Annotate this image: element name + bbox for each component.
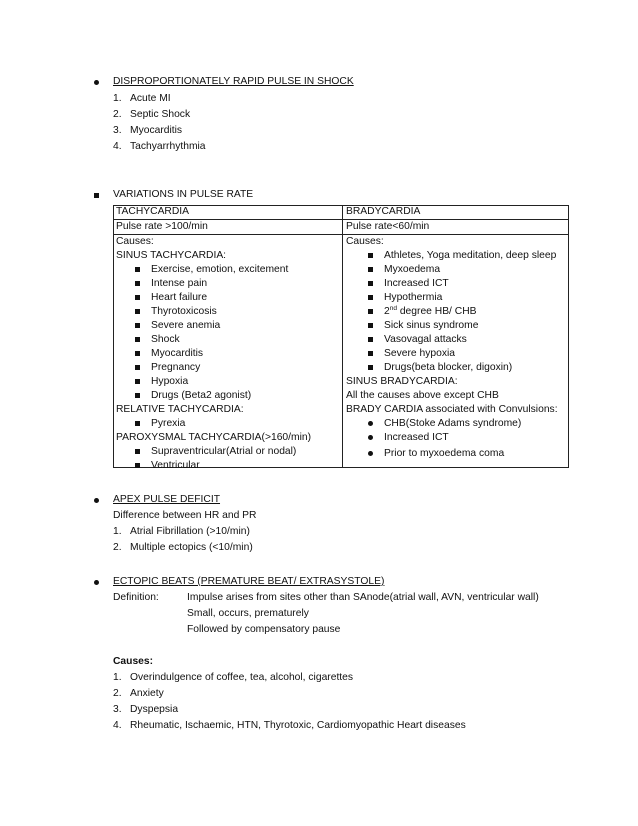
round-bullet-icon (368, 451, 373, 456)
list-item: Ventricular (151, 460, 200, 471)
tachy-rate: Pulse rate >100/min (116, 221, 208, 232)
list-item: Severe anemia (151, 320, 221, 331)
hb-degree-text: degree HB/ CHB (396, 306, 477, 317)
list-item: Tachyarrhythmia (130, 141, 206, 152)
sinus-brady-text: All the causes above except CHB (346, 390, 499, 401)
square-bullet-icon (135, 463, 140, 468)
list-item: Drugs(beta blocker, digoxin) (384, 362, 513, 373)
brady-convulsion-label: BRADY CARDIA associated with Convulsions: (346, 404, 558, 415)
list-item: Multiple ectopics (<10/min) (130, 542, 253, 553)
list-item: Severe hypoxia (384, 348, 455, 359)
square-bullet-icon (135, 365, 140, 370)
list-item: Intense pain (151, 278, 208, 289)
section-text: Difference between HR and PR (113, 510, 257, 521)
square-bullet-icon (135, 379, 140, 384)
square-bullet-icon (368, 323, 373, 328)
square-bullet-icon (135, 309, 140, 314)
table-header-tachycardia: TACHYCARDIA (116, 206, 190, 217)
section-heading: ECTOPIC BEATS (PREMATURE BEAT/ EXTRASYSTOLE) (113, 576, 385, 587)
list-number: 3. (113, 704, 122, 715)
section-bullet-icon (94, 580, 99, 585)
square-bullet-icon (368, 267, 373, 272)
list-number: 3. (113, 125, 122, 136)
list-item: Overindulgence of coffee, tea, alcohol, cigarettes (130, 672, 354, 683)
definition-label: Definition: (113, 592, 159, 603)
square-bullet-icon (135, 267, 140, 272)
definition-line: Small, occurs, prematurely (187, 608, 309, 619)
square-bullet-icon (368, 281, 373, 286)
brady-causes-label: Causes: (346, 236, 384, 247)
section-heading: APEX PULSE DEFICIT (113, 494, 221, 505)
list-item: Myxoedema (384, 264, 441, 275)
square-bullet-icon (135, 295, 140, 300)
list-item: Increased ICT (384, 432, 449, 443)
causes-label: Causes: (113, 656, 154, 667)
brady-rate: Pulse rate<60/min (346, 221, 430, 232)
sinus-brady-label: SINUS BRADYCARDIA: (346, 376, 458, 387)
list-item: Heart failure (151, 292, 208, 303)
list-item: Vasovagal attacks (384, 334, 467, 345)
section-bullet-icon (94, 80, 99, 85)
list-item: Hypoxia (151, 376, 189, 387)
list-item: Myocarditis (151, 348, 204, 359)
definition-line: Impulse arises from sites other than SAnode(atrial wall, AVN, ventricular wall) (187, 592, 539, 603)
hb-degree-number: 2 (384, 306, 390, 317)
square-bullet-icon (368, 295, 373, 300)
table-header-bradycardia: BRADYCARDIA (346, 206, 421, 217)
list-item: Atrial Fibrillation (>10/min) (130, 526, 250, 537)
list-item: Sick sinus syndrome (384, 320, 479, 331)
round-bullet-icon (368, 421, 373, 426)
list-item: Anxiety (130, 688, 164, 699)
definition-line: Followed by compensatory pause (187, 624, 341, 635)
list-item: Myocarditis (130, 125, 183, 136)
section-heading: DISPROPORTIONATELY RAPID PULSE IN SHOCK (113, 76, 354, 87)
list-item: Acute MI (130, 93, 171, 104)
list-item (384, 305, 477, 319)
square-bullet-icon (368, 365, 373, 370)
list-item: Hypothermia (384, 292, 443, 303)
list-number: 1. (113, 526, 122, 537)
square-bullet-icon (135, 449, 140, 454)
list-item: Drugs (Beta2 agonist) (151, 390, 252, 401)
section-bullet-icon (94, 498, 99, 503)
list-number: 4. (113, 720, 122, 731)
paroxysmal-tachy-label: PAROXYSMAL TACHYCARDIA(>160/min) (116, 432, 312, 443)
list-item: Dyspepsia (130, 704, 179, 715)
list-item: Athletes, Yoga meditation, deep sleep (384, 250, 557, 261)
sinus-tachy-label: SINUS TACHYCARDIA: (116, 250, 227, 261)
section-heading: VARIATIONS IN PULSE RATE (113, 189, 254, 200)
hb-degree-suffix: nd (389, 305, 397, 312)
list-item: CHB(Stoke Adams syndrome) (384, 418, 522, 429)
list-item: Pregnancy (151, 362, 201, 373)
list-item: Increased ICT (384, 278, 449, 289)
list-item: Septic Shock (130, 109, 191, 120)
list-number: 4. (113, 141, 122, 152)
list-number: 2. (113, 688, 122, 699)
list-item: Thyrotoxicosis (151, 306, 217, 317)
square-bullet-icon (368, 351, 373, 356)
square-bullet-icon (135, 337, 140, 342)
list-item: Supraventricular(Atrial or nodal) (151, 446, 297, 457)
list-number: 2. (113, 542, 122, 553)
square-bullet-icon (135, 281, 140, 286)
square-bullet-icon (368, 309, 373, 314)
tachy-causes-label: Causes: (116, 236, 154, 247)
round-bullet-icon (368, 435, 373, 440)
list-item: Rheumatic, Ischaemic, HTN, Thyrotoxic, Cardiomyopathic Heart diseases (130, 720, 466, 731)
section-bullet-icon (94, 193, 99, 198)
list-item: Exercise, emotion, excitement (151, 264, 289, 275)
square-bullet-icon (135, 393, 140, 398)
relative-tachy-label: RELATIVE TACHYCARDIA: (116, 404, 244, 415)
square-bullet-icon (135, 323, 140, 328)
square-bullet-icon (135, 421, 140, 426)
square-bullet-icon (368, 337, 373, 342)
list-number: 1. (113, 93, 122, 104)
list-item: Pyrexia (151, 418, 186, 429)
square-bullet-icon (368, 253, 373, 258)
pulse-rate-table (113, 205, 569, 471)
list-number: 2. (113, 109, 122, 120)
square-bullet-icon (135, 351, 140, 356)
list-item: Shock (151, 334, 180, 345)
list-item: Prior to myxoedema coma (384, 448, 505, 459)
list-number: 1. (113, 672, 122, 683)
